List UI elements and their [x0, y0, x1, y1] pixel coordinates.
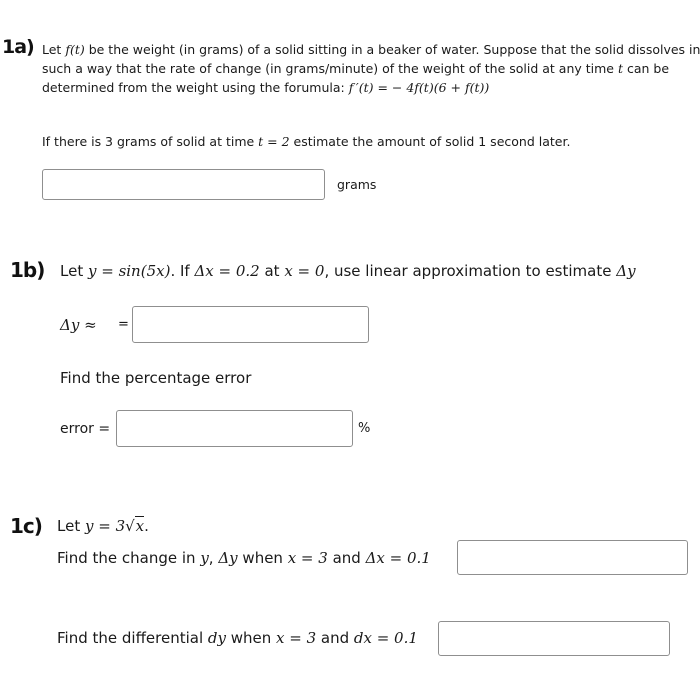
error-label: error = — [60, 421, 111, 437]
change-prompt: Find the change in y, Δy when x = 3 and Δx = 0.1 — [57, 549, 431, 567]
question-1a-text — [42, 40, 700, 97]
percent-unit-label: % — [358, 421, 371, 436]
question-1b-tag: 1b) — [10, 258, 45, 282]
derivative-formula: f ′(t) = − 4f(t)(6 + f(t)) — [348, 80, 490, 95]
differential-prompt: Find the differential dy when x = 3 and dx = 0.1 — [57, 629, 418, 647]
question-1a-line-1: Let f(t) be the weight (in grams) of a solid sitting in a beaker of water. Suppose that the solid dissolves in — [42, 42, 700, 57]
answer-input-1b-error[interactable] — [116, 410, 353, 447]
question-1a-tag: 1a) — [2, 36, 34, 58]
question-1a-prompt: If there is 3 grams of solid at time t = 2 estimate the amount of solid 1 second later. — [42, 134, 571, 149]
question-1c-tag: 1c) — [10, 514, 42, 538]
answer-input-1b-delta-y[interactable] — [132, 306, 369, 343]
answer-input-1a[interactable] — [42, 169, 325, 200]
sqrt-symbol: √ — [125, 517, 135, 535]
question-1a-line-2: such a way that the rate of change (in grams/minute) of the weight of the solid at any time t can be — [42, 61, 670, 76]
unit-label-grams: grams — [337, 177, 377, 192]
question-1a-line-3: determined from the weight using the forumula: f ′(t) = − 4f(t)(6 + f(t)) — [42, 80, 490, 95]
answer-input-1c-change[interactable] — [457, 540, 688, 575]
percentage-error-prompt: Find the percentage error — [60, 369, 252, 387]
question-1b-statement: Let y = sin(5x). If Δx = 0.2 at x = 0, use linear approximation to estimate Δy — [60, 262, 636, 280]
equals-sign: = — [118, 317, 129, 332]
question-1c-statement: Let y = 3√x. — [57, 517, 149, 535]
delta-y-approx-label: Δy ≈ — [60, 316, 97, 334]
answer-input-1c-differential[interactable] — [438, 621, 670, 656]
